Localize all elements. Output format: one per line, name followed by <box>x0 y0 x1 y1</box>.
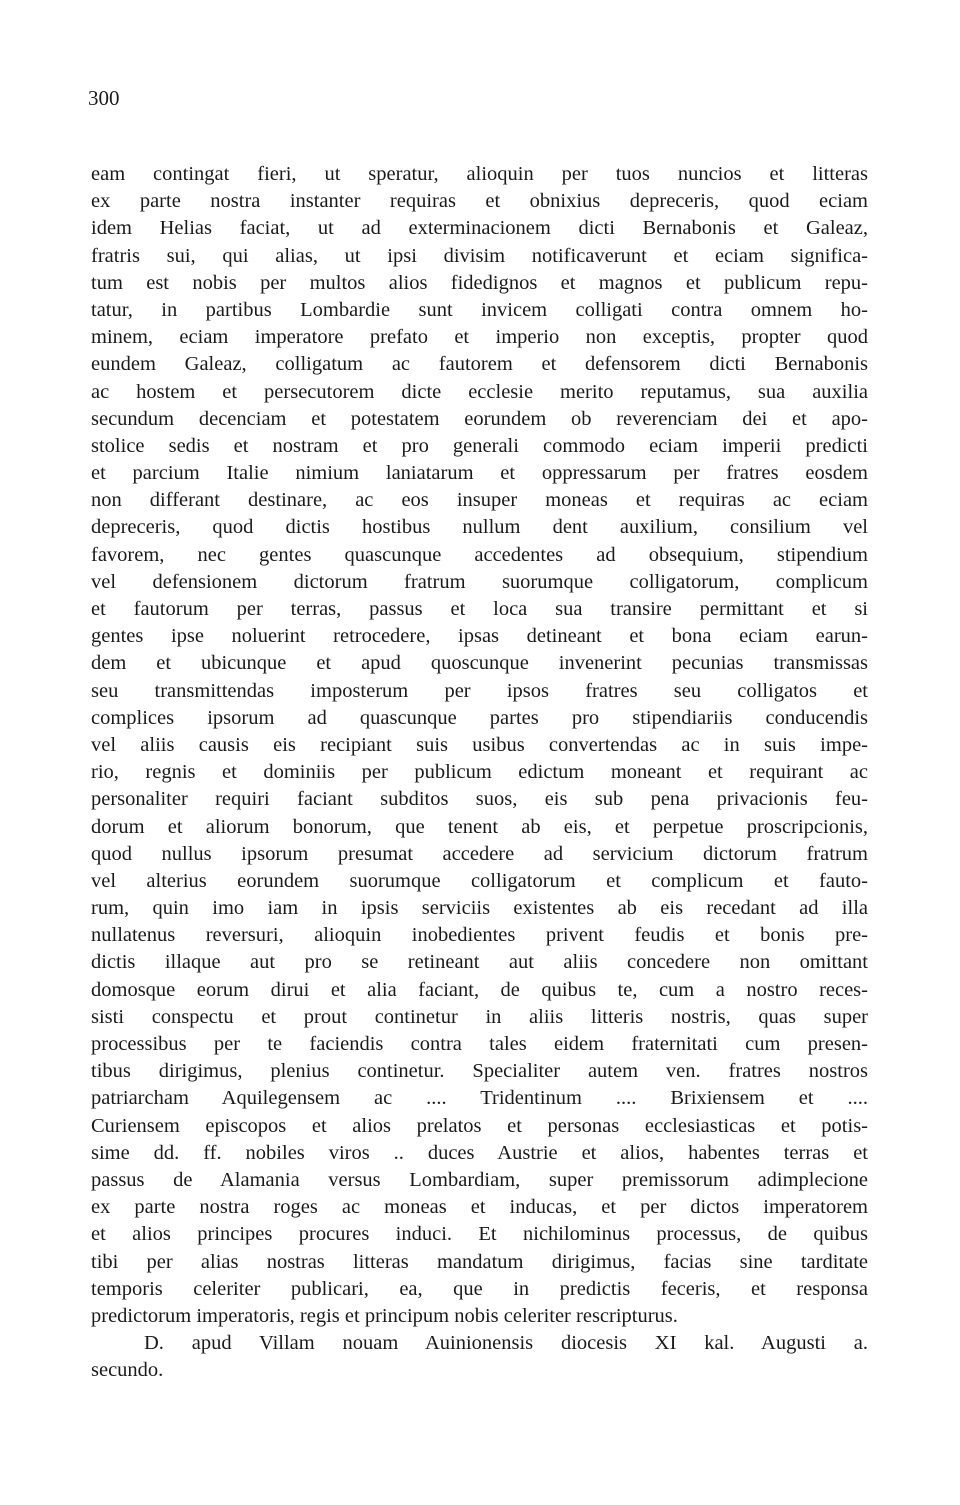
text-line-14: depreceris, quod dictis hostibus nullum dent auxilium, consilium vel <box>91 516 868 539</box>
text-line-16: vel defensionem dictorum fratrum suorumque colligatorum, complicum <box>91 570 868 593</box>
text-line-24: personaliter requiri faciant subditos suos, eis sub pena privacionis feu- <box>91 788 868 811</box>
text-line-26: quod nullus ipsorum presumat accedere ad servicium dictorum fratrum <box>91 842 868 865</box>
text-line-38: passus de Alamania versus Lombardiam, super premissorum adimplecione <box>91 1168 868 1191</box>
text-line-9: ac hostem et persecutorem dicte ecclesie merito reputamus, sua auxilia <box>91 380 868 403</box>
text-line-13: non differant destinare, ac eos insuper moneas et requiras ac eciam <box>91 489 868 512</box>
text-line-12: et parcium Italie nimium laniatarum et oppressarum per fratres eosdem <box>91 462 868 485</box>
text-line-39: ex parte nostra roges ac moneas et inducas, et per dictos imperatorem <box>91 1196 868 1219</box>
text-line-45: secundo. <box>91 1359 164 1382</box>
text-line-6: tatur, in partibus Lombardie sunt invicem colligati contra omnem ho- <box>91 298 868 321</box>
text-line-42: temporis celeriter publicari, ea, que in predictis feceris, et responsa <box>91 1277 868 1300</box>
text-line-20: seu transmittendas imposterum per ipsos fratres seu colligatos et <box>91 679 868 702</box>
text-line-35: patriarcham Aquilegensem ac .... Tridentinum .... Brixiensem et .... <box>91 1087 868 1110</box>
text-line-7: minem, eciam imperatore prefato et imperio non exceptis, propter quod <box>91 326 868 349</box>
text-line-43: predictorum imperatoris, regis et principum nobis celeriter rescripturus. <box>91 1304 678 1327</box>
text-line-41: tibi per alias nostras litteras mandatum dirigimus, facias sine tarditate <box>91 1250 868 1273</box>
text-line-18: gentes ipse noluerint retrocedere, ipsas detineant et bona eciam earun- <box>91 625 868 648</box>
text-line-29: nullatenus reversuri, alioquin inobedientes privent feudis et bonis pre- <box>91 924 868 947</box>
text-line-4: fratris sui, qui alias, ut ipsi divisim notificaverunt et eciam significa- <box>91 244 868 267</box>
text-line-31: domosque eorum dirui et alia faciant, de quibus te, cum a nostro reces- <box>91 978 868 1001</box>
text-line-11: stolice sedis et nostram et pro generali commodo eciam imperii predicti <box>91 434 868 457</box>
dating-clause: D. apud Villam nouam Auinionensis diocesis XI kal. Augusti a. <box>144 1332 868 1355</box>
text-line-27: vel alterius eorundem suorumque colligatorum et complicum et fauto- <box>91 869 868 892</box>
text-line-23: rio, regnis et dominiis per publicum edictum moneant et requirant ac <box>91 761 868 784</box>
text-line-8: eundem Galeaz, colligatum ac fautorem et defensorem dicti Bernabonis <box>91 353 868 376</box>
text-line-21: complices ipsorum ad quascunque partes pro stipendiariis conducendis <box>91 706 868 729</box>
text-line-22: vel aliis causis eis recipiant suis usibus convertendas ac in suis impe- <box>91 733 868 756</box>
text-line-34: tibus dirigimus, plenius continetur. Specialiter autem ven. fratres nostros <box>91 1060 868 1083</box>
text-line-30: dictis illaque aut pro se retineant aut aliis concedere non omittant <box>91 951 868 974</box>
page-number: 300 <box>88 86 120 110</box>
text-line-3: idem Helias faciat, ut ad exterminacionem dicti Bernabonis et Galeaz, <box>91 217 868 240</box>
text-line-28: rum, quin imo iam in ipsis serviciis existentes ab eis recedant ad illa <box>91 897 868 920</box>
text-line-17: et fautorum per terras, passus et loca sua transire permittant et si <box>91 598 868 620</box>
text-line-33: processibus per te faciendis contra tales eidem fraternitati cum presen- <box>91 1033 868 1055</box>
text-line-15: favorem, nec gentes quascunque accedentes ad obsequium, stipendium <box>91 543 868 566</box>
text-line-32: sisti conspectu et prout continetur in aliis litteris nostris, quas super <box>91 1005 868 1028</box>
text-line-37: sime dd. ff. nobiles viros .. duces Austrie et alios, habentes terras et <box>91 1141 868 1164</box>
text-line-25: dorum et aliorum bonorum, que tenent ab eis, et perpetue proscripcionis, <box>91 815 868 838</box>
text-line-1: eam contingat fieri, ut speratur, alioquin per tuos nuncios et litteras <box>91 163 868 185</box>
text-line-40: et alios principes procures induci. Et nichilominus processus, de quibus <box>91 1223 868 1246</box>
text-line-10: secundum decenciam et potestatem eorundem ob reverenciam dei et apo- <box>91 407 868 430</box>
body-text <box>91 161 868 1384</box>
text-line-19: dem et ubicunque et apud quoscunque invenerint pecunias transmissas <box>91 652 868 675</box>
text-line-5: tum est nobis per multos alios fidedignos et magnos et publicum repu- <box>91 271 868 294</box>
text-line-2: ex parte nostra instanter requiras et obnixius depreceris, quod eciam <box>91 190 868 213</box>
text-line-36: Curiensem episcopos et alios prelatos et personas ecclesiasticas et potis- <box>91 1114 868 1137</box>
